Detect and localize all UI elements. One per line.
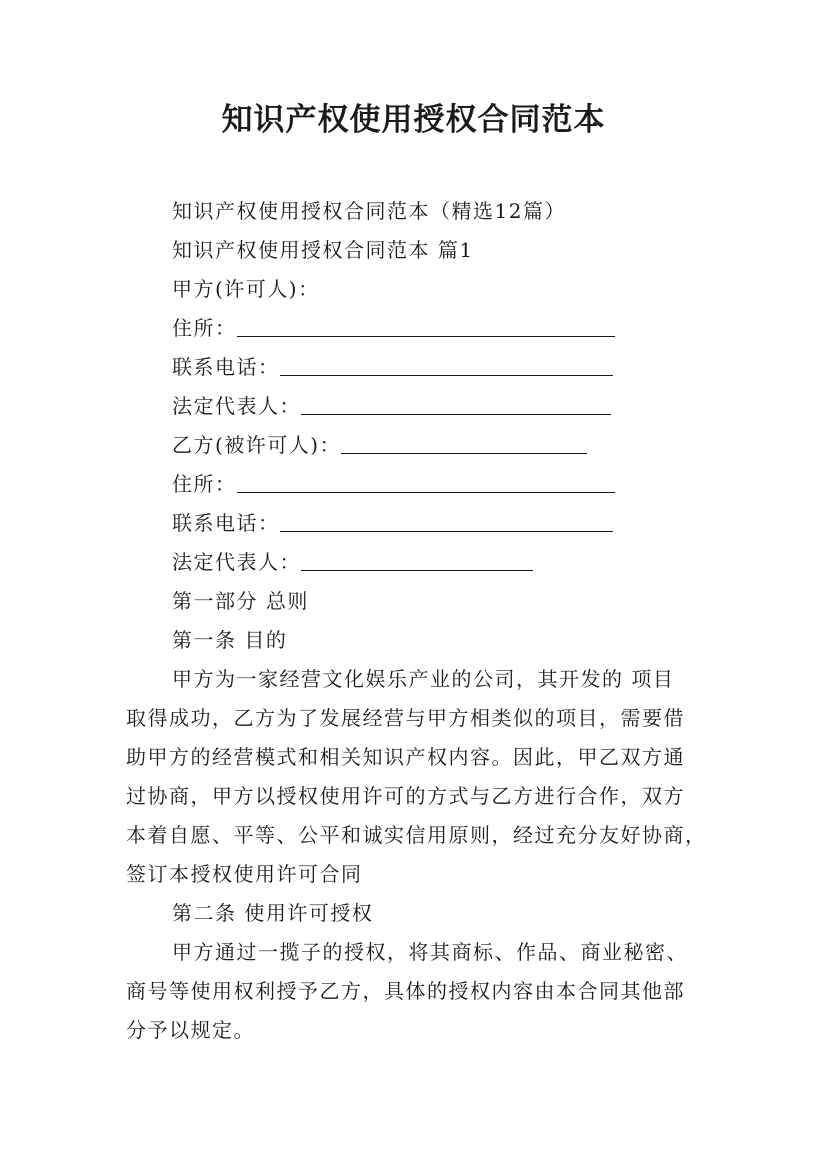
party-a-address-blank: [237, 316, 615, 337]
article-two-heading: 第二条 使用许可授权: [172, 901, 374, 925]
party-a-label: 甲方(许可人)：: [172, 277, 320, 301]
document-subtitle: 知识产权使用授权合同范本（精选12篇）: [172, 199, 566, 223]
party-b-label: 乙方(被许可人)：: [172, 433, 342, 457]
party-a-address-label: 住所：: [172, 316, 237, 340]
party-b-phone-label: 联系电话：: [172, 511, 280, 535]
party-a-address-row: [172, 313, 615, 343]
party-a-phone-label: 联系电话：: [172, 355, 280, 379]
party-b-phone-row: [172, 508, 613, 538]
party-b-rep-row: [172, 547, 533, 577]
party-b-address-row: [172, 469, 615, 499]
party-b-row: [172, 430, 587, 460]
party-b-phone-blank: [280, 511, 613, 532]
party-a-rep-blank: [301, 394, 611, 415]
article-one-line: 助甲方的经营模式和相关知识产权内容。因此，甲乙双方通: [126, 745, 685, 769]
party-b-rep-blank: [301, 550, 533, 571]
article-two-line: 商号等使用权利授予乙方，具体的授权内容由本合同其他部: [126, 979, 685, 1003]
party-a-phone-row: [172, 352, 613, 382]
article-one-line: 甲方为一家经营文化娱乐产业的公司，其开发的 项目: [172, 667, 675, 691]
party-a-rep-label: 法定代表人：: [172, 394, 301, 418]
article-one-line: 签订本授权使用许可合同: [126, 862, 363, 886]
article-one-heading: 第一条 目的: [172, 628, 288, 652]
article-one-line: 过协商，甲方以授权使用许可的方式与乙方进行合作，双方: [126, 784, 685, 808]
article-two-line: 甲方通过一揽子的授权，将其商标、作品、商业秘密、: [172, 940, 688, 964]
party-a-phone-blank: [280, 355, 613, 376]
party-b-rep-label: 法定代表人：: [172, 550, 301, 574]
chapter-heading: 知识产权使用授权合同范本 篇1: [172, 238, 474, 262]
document-title: 知识产权使用授权合同范本: [221, 102, 606, 138]
article-one-line: 本着自愿、平等、公平和诚实信用原则，经过充分友好协商，: [126, 823, 707, 847]
party-b-address-blank: [237, 472, 615, 493]
party-a-rep-row: [172, 391, 611, 421]
article-two-line: 分予以规定。: [126, 1018, 255, 1042]
part-one-heading: 第一部分 总则: [172, 589, 309, 613]
article-one-line: 取得成功，乙方为了发展经营与甲方相类似的项目，需要借: [126, 706, 685, 730]
party-b-blank: [341, 433, 587, 454]
party-b-address-label: 住所：: [172, 472, 237, 496]
